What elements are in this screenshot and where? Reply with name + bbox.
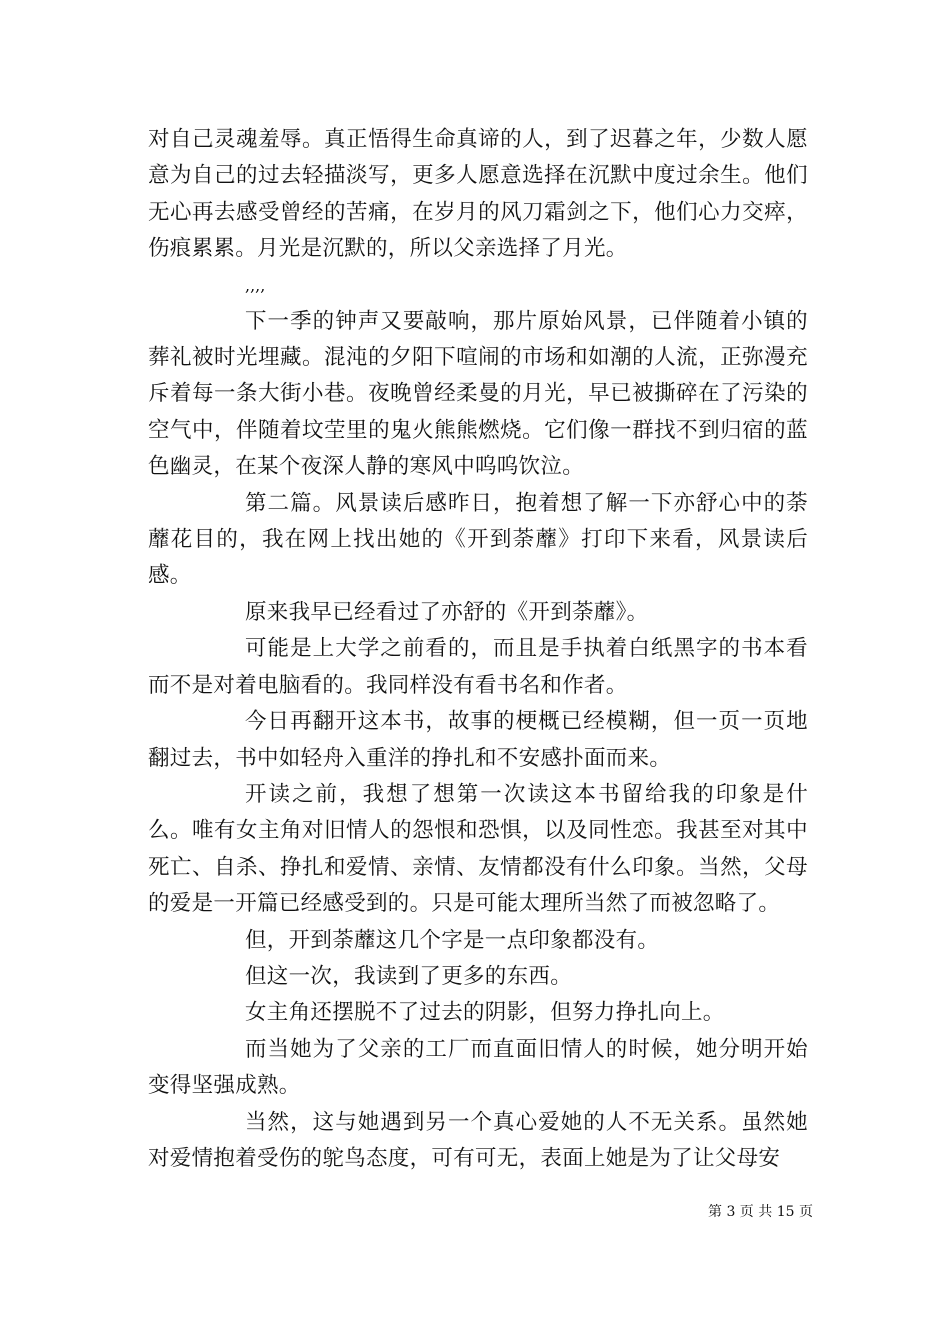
paragraph: 但，开到荼蘼这几个字是一点印象都没有。 — [245, 927, 660, 953]
document-body — [148, 122, 808, 1177]
paragraph-continuation: 对自己灵魂羞辱。真正悟得生命真谛的人，到了迟暮之年，少数人愿意为自己的过去轻描淡写，更多人愿意选择在沉默中度过余生。他们无心再去感受曾经的苦痛，在岁月的风刀霜剑之下，他们心力交瘁，伤痕累累。月光是沉默的，所以父亲选择了月光。 — [148, 127, 808, 262]
page-number-footer: 第 3 页 共 15 页 — [708, 1204, 813, 1220]
quote-mark: ,,,, — [245, 275, 266, 295]
paragraph: 女主角还摆脱不了过去的阴影，但努力挣扎向上。 — [245, 1000, 725, 1026]
paragraph: 今日再翻开这本书，故事的梗概已经模糊，但一页一页地翻过去，书中如轻舟入重洋的挣扎和不安感扑面而来。 — [148, 709, 808, 771]
paragraph: 而当她为了父亲的工厂而直面旧情人的时候，她分明开始变得坚强成熟。 — [148, 1036, 808, 1099]
paragraph: 但这一次，我读到了更多的东西。 — [245, 963, 573, 989]
paragraph: 原来我早已经看过了亦舒的《开到荼蘼》。 — [245, 599, 649, 625]
paragraph: 下一季的钟声又要敲响，那片原始风景，已伴随着小镇的葬礼被时光埋藏。混沌的夕阳下喧闹的市场和如潮的人流，正弥漫充斥着每一条大街小巷。夜晚曾经柔曼的月光，早已被撕碎在了污染的空气中，伴随着坟茔里的鬼火熊熊燃烧。它们像一群找不到归宿的蓝色幽灵，在某个夜深人静的寒风中呜呜饮泣。 — [148, 308, 808, 480]
paragraph: 第二篇。风景读后感昨日，抱着想了解一下亦舒心中的荼蘼花目的，我在网上找出她的《开到荼蘼》打印下来看，风景读后感。 — [148, 490, 808, 589]
paragraph: 当然，这与她遇到另一个真心爱她的人不无关系。虽然她对爱情抱着受伤的鸵鸟态度，可有可无，表面上她是为了让父母安 — [148, 1109, 808, 1171]
paragraph: 开读之前，我想了想第一次读这本书留给我的印象是什么。唯有女主角对旧情人的怨恨和恐惧，以及同性恋。我甚至对其中死亡、自杀、挣扎和爱情、亲情、友情都没有什么印象。当然，父母的爱是一开篇已经感受到的。只是可能太理所当然了而被忽略了。 — [148, 781, 808, 917]
paragraph: 可能是上大学之前看的，而且是手执着白纸黑字的书本看而不是对着电脑看的。我同样没有看书名和作者。 — [148, 636, 808, 698]
